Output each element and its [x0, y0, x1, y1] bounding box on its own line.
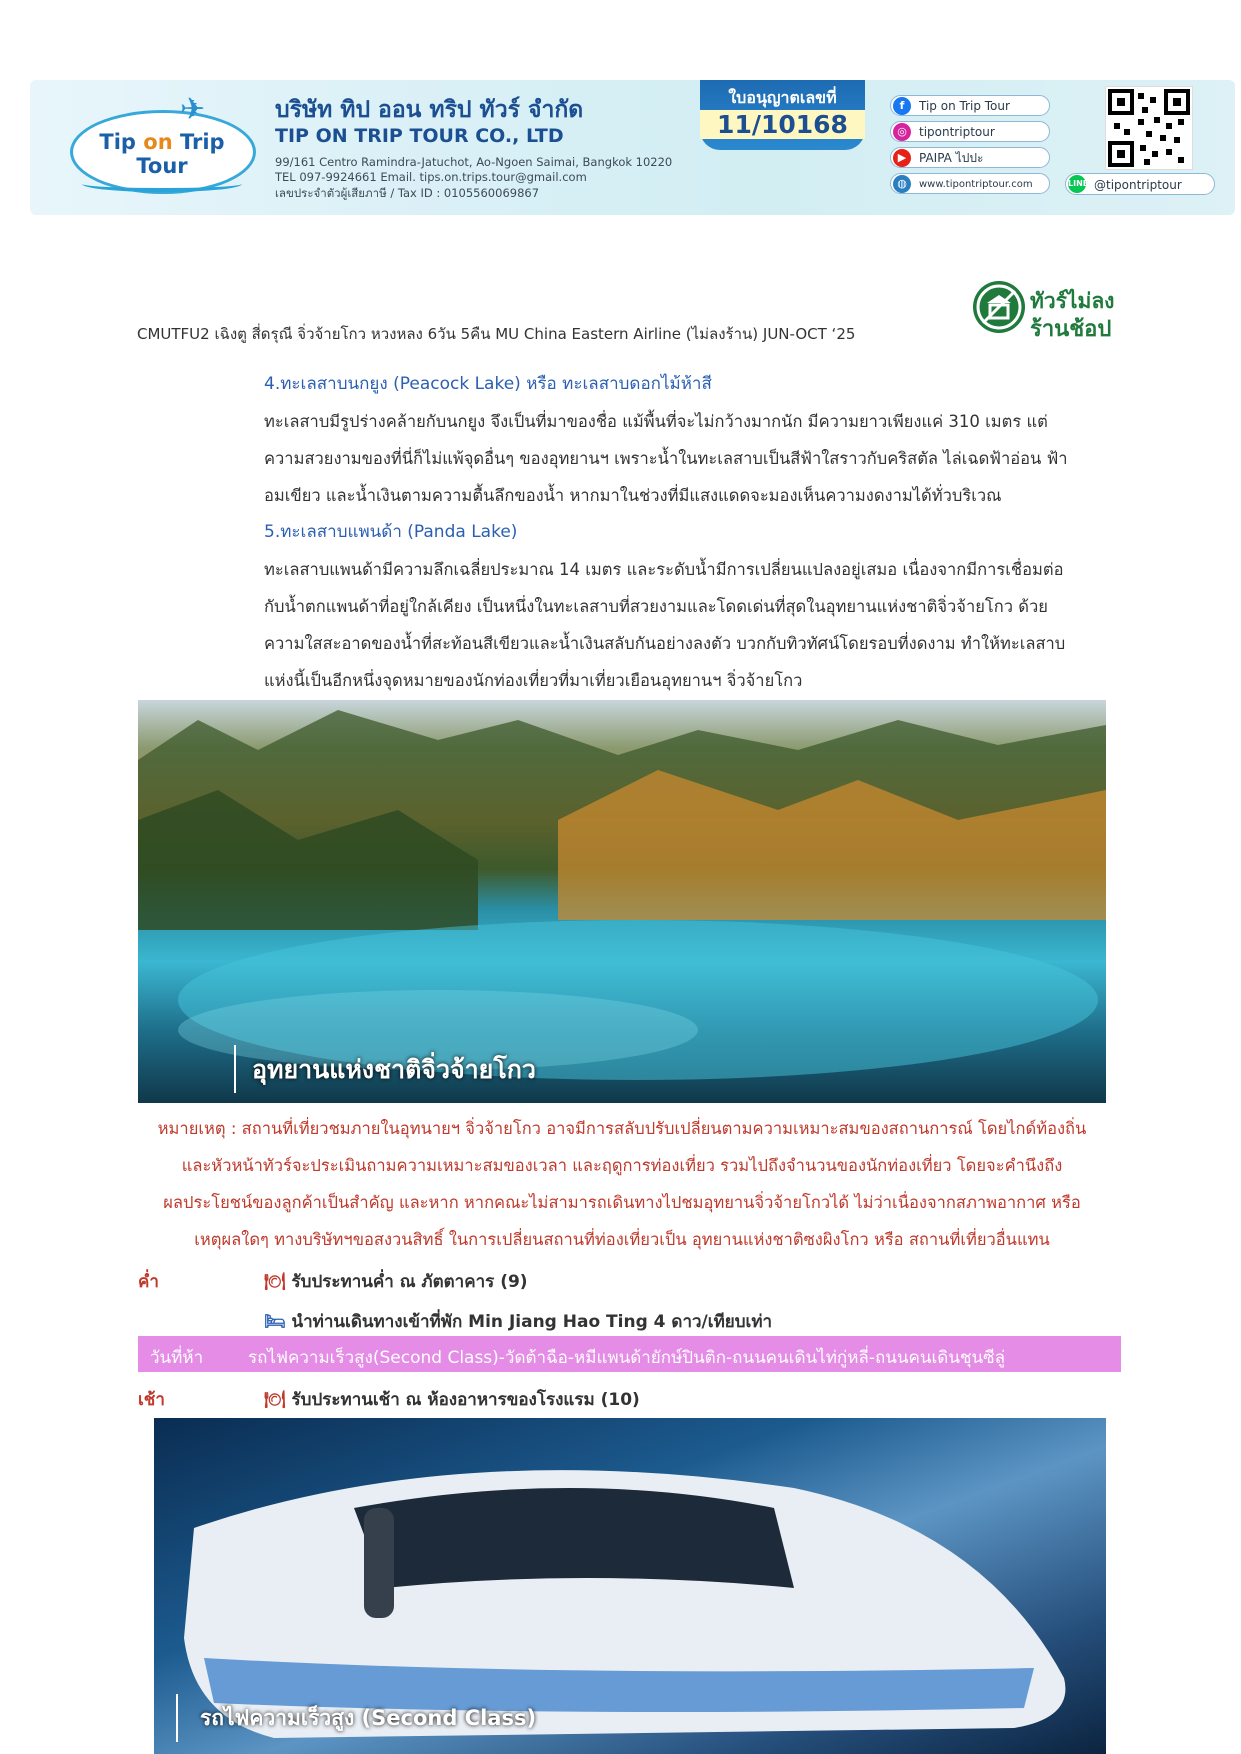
web-icon: ◍ — [893, 175, 911, 193]
paragraph-line: ความสวยงามของที่นี่ก็ไม่แพ้จุดอื่นๆ ของอุทยานฯ เพราะน้ำในทะเลสาบเป็นสีฟ้าใสราวกับคริสตัล ไล่เฉดฟ้าอ่อน ฟ้า — [264, 449, 1068, 468]
youtube-link[interactable]: ▶ PAIPA ไปปะ — [890, 147, 1050, 168]
facebook-link[interactable]: f Tip on Trip Tour — [890, 95, 1050, 116]
license-label: ใบอนุญาตเลขที่ — [728, 88, 837, 107]
qr-code[interactable] — [1105, 86, 1193, 170]
no-shop-badge-line2: ร้านช้อป — [1030, 317, 1112, 342]
instagram-link[interactable]: ◎ tipontriptour — [890, 121, 1050, 142]
instagram-icon: ◎ — [893, 123, 911, 141]
note-line: เหตุผลใดๆ ทางบริษัทฯขอสงวนสิทธิ์ ในการเปลี่ยนสถานที่ท่องเที่ยวเป็น อุทยานแห่งชาติซงผิงโกว หรือ สถานที่เที่ยวอื่นแทน — [194, 1230, 1050, 1249]
bed-icon: 🛏 — [264, 1312, 286, 1332]
section-heading-peacock-lake: 4.ทะเลสาบนกยูง (Peacock Lake) หรือ ทะเลสาบดอกไม้ห้าสี — [264, 374, 712, 394]
breakfast-item: 🍽 รับประทานเช้า ณ ห้องอาหารของโรงแรม (10) — [264, 1390, 640, 1410]
paragraph-line: ทะเลสาบมีรูปร่างคล้ายกับนกยูง จึงเป็นที่มาของชื่อ แม้พื้นที่จะไม่กว้างมากนัก มีความยาวเพียงแค่ 310 เมตร แต่ — [264, 412, 1048, 431]
caption-bar — [234, 1045, 236, 1093]
note-block — [138, 1110, 1106, 1258]
website-link[interactable]: ◍ www.tipontriptour.com — [890, 173, 1050, 194]
paragraph-line: กับน้ำตกแพนด้าที่อยู่ใกล้เคียง เป็นหนึ่งในทะเลสาบที่สวยงามและโดดเด่นที่สุดในอุทยานแห่งชาติจิ่วจ้ายโกว ด้วย — [264, 597, 1048, 616]
dining-icon: 🍽 — [264, 1272, 286, 1292]
company-name-english: TIP ON TRIP TOUR CO., LTD — [275, 125, 564, 147]
plane-icon: ✈ — [180, 92, 206, 127]
note-line: และหัวหน้าทัวร์จะประเมินถามความเหมาะสมของเวลา และฤดูการท่องเที่ยว รวมไปถึงจำนวนของนักท่องเที่ยว โดยจะคำนึงถึง — [181, 1156, 1063, 1175]
line-link[interactable]: LINE @tipontriptour — [1065, 173, 1215, 195]
lake-photo-caption: อุทยานแห่งชาติจิ่วจ้ายโกว — [252, 1055, 536, 1084]
breakfast-label: เช้า — [138, 1390, 165, 1410]
paragraph-line: ความใสสะอาดของน้ำที่สะท้อนสีเขียวและน้ำเงินสลับกันอย่างลงตัว บวกกับทิวทัศน์โดยรอบที่งดงาม ทำให้ทะเลสาบ — [264, 634, 1066, 653]
logo-text: Tip on Trip Tour — [99, 130, 225, 178]
day-5-route: รถไฟความเร็วสูง(Second Class)-วัดต้าฉือ-หมีแพนด้ายักษ์ปินติก-ถนนคนเดินไท่กู่หลี่-ถนนคนเดินชุนซีลู่ — [248, 1348, 1006, 1368]
paragraph-line: ทะเลสาบแพนด้ามีความลึกเฉลี่ยประมาณ 14 เมตร และระดับน้ำมีการเปลี่ยนแปลงอยู่เสมอ เนื่องจากมีการเชื่อมต่อ — [264, 560, 1064, 579]
shop-icon — [973, 281, 1025, 333]
facebook-icon: f — [893, 97, 911, 115]
license-number: 11/10168 — [700, 110, 865, 139]
header-banner — [30, 80, 1235, 215]
paragraph-line: อมเขียว และน้ำเงินตามความตื้นลึกของน้ำ หากมาในช่วงที่มีแสงแดดจะมองเห็นความงดงามได้ทั่วบริเวณ — [264, 486, 1002, 505]
section-paragraph-panda-lake — [264, 551, 1106, 699]
note-line: หมายเหตุ : สถานที่เที่ยวชมภายในอุทนายฯ จิ่วจ้ายโกว อาจมีการสลับปรับเปลี่ยนตามความเหมาะสมของสถานการณ์ โดยไกด์ท้องถิ่น — [157, 1119, 1087, 1138]
paragraph-line: แห่งนี้เป็นอีกหนึ่งจุดหมายของนักท่องเที่ยวที่มาเที่ยวเยือนอุทยานฯ จิ่วจ้ายโกว — [264, 671, 803, 690]
day-5-label: วันที่ห้า — [150, 1348, 204, 1368]
train-photo-caption: รถไฟความเร็วสูง (Second Class) — [200, 1706, 537, 1730]
youtube-icon: ▶ — [893, 149, 911, 167]
company-address: 99/161 Centro Ramindra-Jatuchot, Ao-Ngoen Saimai, Bangkok 10220 — [275, 155, 673, 169]
dinner-item: 🍽 รับประทานค่ำ ณ ภัตตาคาร (9) — [264, 1272, 528, 1292]
document-title: CMUTFU2 เฉิงตู สี่ดรุณี จิ่วจ้ายโกว หวงหลง 6วัน 5คืน MU China Eastern Airline (ไม่ลงร้าน) JUN-OCT ‘25 — [137, 325, 856, 343]
section-heading-panda-lake: 5.ทะเลสาบแพนด้า (Panda Lake) — [264, 522, 518, 542]
company-contact: TEL 097-9924661 Email. tips.on.trips.tour@gmail.com — [275, 170, 587, 184]
note-line: ผลประโยชน์ของลูกค้าเป็นสำคัญ และหาก หากคณะไม่สามารถเดินทางไปชมอุทยานจิ่วจ้ายโกวได้ ไม่ว่าเนื่องจากสภาพอากาศ หรือ — [163, 1193, 1081, 1212]
section-paragraph-peacock-lake — [264, 403, 1106, 514]
high-speed-train-photo — [154, 1418, 1106, 1754]
hotel-item: 🛏 นำท่านเดินทางเข้าที่พัก Min Jiang Hao Ting 4 ดาว/เทียบเท่า — [264, 1312, 773, 1332]
company-name-thai: บริษัท ทิป ออน ทริป ทัวร์ จำกัด — [275, 97, 584, 123]
line-icon: LINE — [1068, 175, 1086, 193]
company-tax-id: เลขประจำตัวผู้เสียภาษี / Tax ID : 0105560069867 — [275, 186, 540, 200]
jiuzhaigou-lake-photo — [138, 700, 1106, 1103]
no-shop-badge-line1: ทัวร์ไม่ลง — [1030, 289, 1115, 313]
caption-bar — [176, 1694, 178, 1742]
logo-swoosh — [82, 176, 242, 192]
dinner-label: ค่ำ — [138, 1272, 159, 1292]
dining-icon: 🍽 — [264, 1390, 286, 1410]
